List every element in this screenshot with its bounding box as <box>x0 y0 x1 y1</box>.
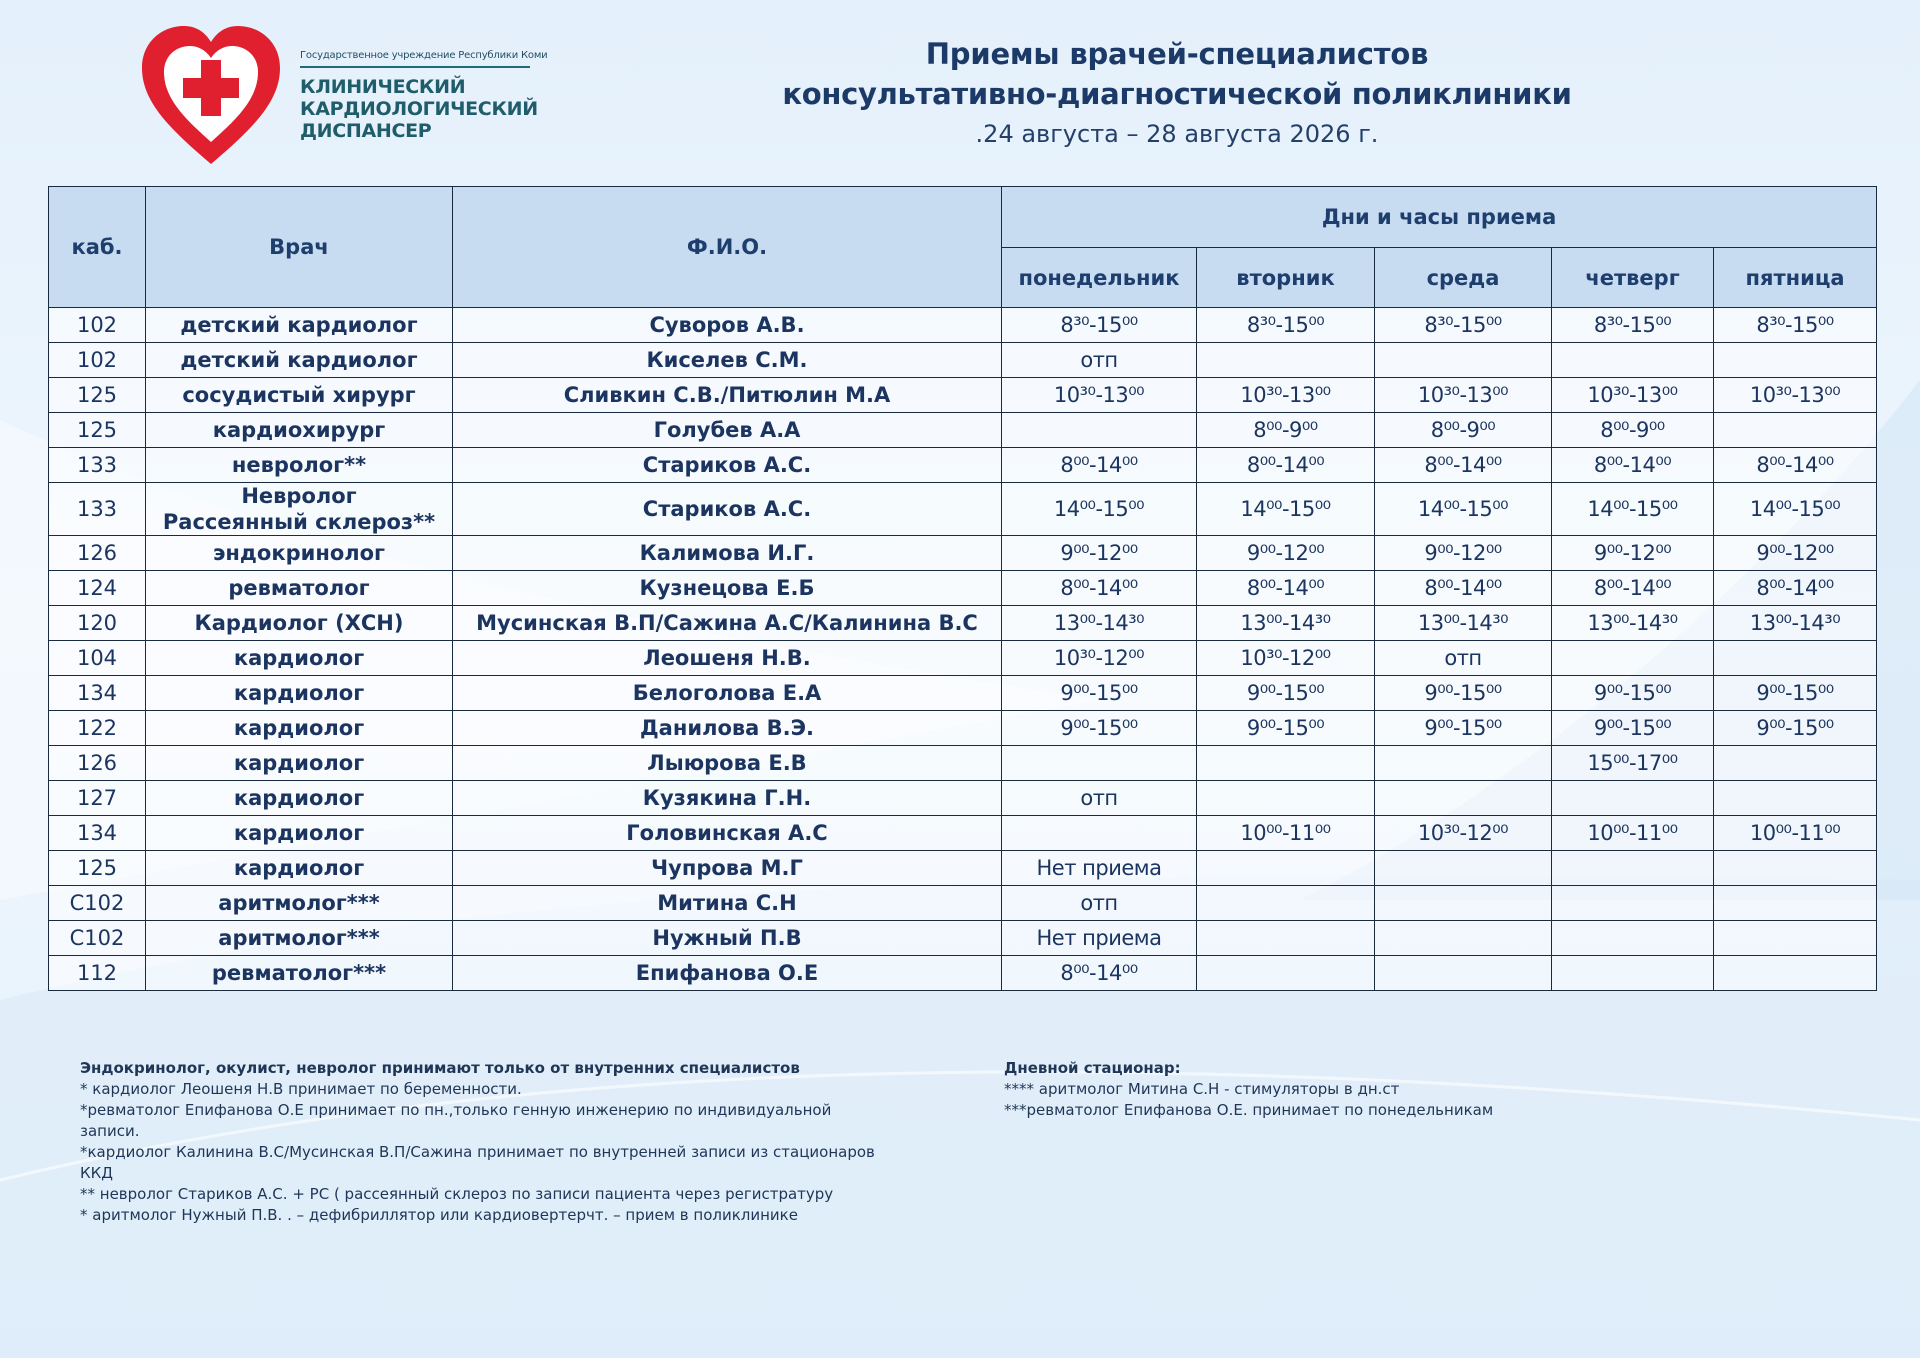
time-cell <box>1197 851 1375 886</box>
doctor-name-cell: Суворов А.В. <box>453 308 1002 343</box>
time-cell <box>1002 816 1197 851</box>
notes-right <box>1004 1058 1704 1121</box>
table-row <box>49 921 1877 956</box>
doctor-name-cell: Стариков А.С. <box>453 483 1002 536</box>
time-cell <box>1714 851 1877 886</box>
time-cell: 13⁰⁰-14³⁰ <box>1714 606 1877 641</box>
doctor-name-cell: Стариков А.С. <box>453 448 1002 483</box>
table-row <box>49 483 1877 536</box>
room-cell: 127 <box>49 781 146 816</box>
logo-org-name: КЛИНИЧЕСКИЙ КАРДИОЛОГИЧЕСКИЙ ДИСПАНСЕР <box>300 76 538 142</box>
doctor-name-cell: Сливкин С.В./Питюлин М.А <box>453 378 1002 413</box>
time-cell: 9⁰⁰-15⁰⁰ <box>1197 676 1375 711</box>
table-row <box>49 956 1877 991</box>
time-cell: 14⁰⁰-15⁰⁰ <box>1197 483 1375 536</box>
header-days-group: Дни и часы приема <box>1002 187 1877 248</box>
table-row <box>49 886 1877 921</box>
time-cell: 9⁰⁰-15⁰⁰ <box>1375 711 1552 746</box>
header-name: Ф.И.О. <box>453 187 1002 308</box>
time-cell <box>1714 956 1877 991</box>
time-cell <box>1714 921 1877 956</box>
room-cell: 133 <box>49 448 146 483</box>
doctor-name-cell: Нужный П.В <box>453 921 1002 956</box>
time-cell <box>1552 641 1714 676</box>
time-cell: 10⁰⁰-11⁰⁰ <box>1552 816 1714 851</box>
doctor-name-cell: Киселев С.М. <box>453 343 1002 378</box>
room-cell: С102 <box>49 921 146 956</box>
room-cell: 102 <box>49 308 146 343</box>
time-cell: 8³⁰-15⁰⁰ <box>1002 308 1197 343</box>
time-cell <box>1375 851 1552 886</box>
doctor-name-cell: Епифанова О.Е <box>453 956 1002 991</box>
time-cell: 10³⁰-12⁰⁰ <box>1197 641 1375 676</box>
time-cell: 10³⁰-13⁰⁰ <box>1552 378 1714 413</box>
time-cell <box>1197 746 1375 781</box>
title-line-2: консультативно-диагностической поликлиники <box>782 77 1572 111</box>
time-cell: 10⁰⁰-11⁰⁰ <box>1197 816 1375 851</box>
footnote: * кардиолог Леошеня Н.В принимает по беременности. <box>80 1080 522 1098</box>
doctor-name-cell: Чупрова М.Г <box>453 851 1002 886</box>
time-cell <box>1714 781 1877 816</box>
time-cell: 10³⁰-13⁰⁰ <box>1197 378 1375 413</box>
time-cell <box>1197 343 1375 378</box>
time-cell: 10³⁰-12⁰⁰ <box>1375 816 1552 851</box>
specialty-cell: ревматолог*** <box>146 956 453 991</box>
page-title <box>700 34 1654 152</box>
time-cell: 8³⁰-15⁰⁰ <box>1714 308 1877 343</box>
title-line-1: Приемы врачей-специалистов <box>925 37 1429 71</box>
time-cell: 9⁰⁰-12⁰⁰ <box>1375 536 1552 571</box>
table-row <box>49 308 1877 343</box>
time-cell: 8⁰⁰-9⁰⁰ <box>1552 413 1714 448</box>
room-cell: 125 <box>49 378 146 413</box>
logo-org-type: Государственное учреждение Республики Коми <box>300 50 530 68</box>
footnote: * аритмолог Нужный П.В. . – дефибриллятор или кардиовертерчт. – прием в поликлинике <box>80 1206 798 1224</box>
specialty-cell: Кардиолог (ХСН) <box>146 606 453 641</box>
time-cell: 14⁰⁰-15⁰⁰ <box>1552 483 1714 536</box>
header-day-friday: пятница <box>1714 248 1877 308</box>
doctor-name-cell: Митина С.Н <box>453 886 1002 921</box>
time-cell: 15⁰⁰-17⁰⁰ <box>1552 746 1714 781</box>
time-cell: 9⁰⁰-15⁰⁰ <box>1197 711 1375 746</box>
time-cell: 9⁰⁰-15⁰⁰ <box>1552 676 1714 711</box>
clinic-logo <box>140 24 548 174</box>
room-cell: С102 <box>49 886 146 921</box>
room-cell: 125 <box>49 851 146 886</box>
doctor-name-cell: Мусинская В.П/Сажина А.С/Калинина В.С <box>453 606 1002 641</box>
time-cell: 8⁰⁰-14⁰⁰ <box>1375 448 1552 483</box>
specialty-cell: невролог** <box>146 448 453 483</box>
time-cell: 8⁰⁰-14⁰⁰ <box>1002 448 1197 483</box>
time-cell <box>1714 746 1877 781</box>
specialty-cell: аритмолог*** <box>146 921 453 956</box>
time-cell <box>1552 781 1714 816</box>
time-cell <box>1552 886 1714 921</box>
time-cell: 8⁰⁰-9⁰⁰ <box>1375 413 1552 448</box>
time-cell: 10³⁰-12⁰⁰ <box>1002 641 1197 676</box>
header-specialty: Врач <box>146 187 453 308</box>
footnote: *ревматолог Епифанова О.Е принимает по пн.,только генную инженерию по индивидуальной записи. <box>80 1101 832 1140</box>
header-room: каб. <box>49 187 146 308</box>
table-row <box>49 536 1877 571</box>
room-cell: 125 <box>49 413 146 448</box>
doctor-name-cell: Лыюрова Е.В <box>453 746 1002 781</box>
specialty-cell: кардиолог <box>146 851 453 886</box>
room-cell: 120 <box>49 606 146 641</box>
table-row <box>49 378 1877 413</box>
time-cell <box>1197 886 1375 921</box>
footnote: *кардиолог Калинина В.С/Мусинская В.П/Сажина принимает по внутренней записи из стационаров ККД <box>80 1143 875 1182</box>
specialty-cell: кардиолог <box>146 641 453 676</box>
specialty-cell: кардиолог <box>146 676 453 711</box>
header-day-thursday: четверг <box>1552 248 1714 308</box>
time-cell: 13⁰⁰-14³⁰ <box>1552 606 1714 641</box>
time-cell <box>1197 956 1375 991</box>
time-cell: отп <box>1002 886 1197 921</box>
time-cell: Нет приема <box>1002 851 1197 886</box>
specialty-cell: эндокринолог <box>146 536 453 571</box>
specialty-cell: кардиолог <box>146 746 453 781</box>
time-cell: 8⁰⁰-14⁰⁰ <box>1375 571 1552 606</box>
footnote: Дневной стационар: <box>1004 1059 1181 1077</box>
specialty-cell: ревматолог <box>146 571 453 606</box>
specialty-cell: кардиолог <box>146 781 453 816</box>
time-cell: 10³⁰-13⁰⁰ <box>1375 378 1552 413</box>
time-cell: 9⁰⁰-12⁰⁰ <box>1714 536 1877 571</box>
doctor-name-cell: Леошеня Н.В. <box>453 641 1002 676</box>
time-cell <box>1714 343 1877 378</box>
room-cell: 112 <box>49 956 146 991</box>
time-cell: 8⁰⁰-14⁰⁰ <box>1714 448 1877 483</box>
doctor-name-cell: Кузнецова Е.Б <box>453 571 1002 606</box>
room-cell: 134 <box>49 676 146 711</box>
time-cell <box>1552 851 1714 886</box>
time-cell <box>1002 746 1197 781</box>
time-cell: 8⁰⁰-14⁰⁰ <box>1714 571 1877 606</box>
header-day-wednesday: среда <box>1375 248 1552 308</box>
notes-left <box>80 1058 890 1226</box>
room-cell: 122 <box>49 711 146 746</box>
table-row <box>49 781 1877 816</box>
time-cell: 10³⁰-13⁰⁰ <box>1714 378 1877 413</box>
header-day-tuesday: вторник <box>1197 248 1375 308</box>
time-cell: 14⁰⁰-15⁰⁰ <box>1002 483 1197 536</box>
time-cell <box>1552 921 1714 956</box>
time-cell: отп <box>1002 781 1197 816</box>
specialty-cell: детский кардиолог <box>146 343 453 378</box>
doctor-name-cell: Белоголова Е.А <box>453 676 1002 711</box>
time-cell: 10³⁰-13⁰⁰ <box>1002 378 1197 413</box>
schedule-body <box>49 308 1877 991</box>
footnote: **** аритмолог Митина С.Н - стимуляторы в дн.ст <box>1004 1080 1400 1098</box>
table-row <box>49 448 1877 483</box>
time-cell: 8³⁰-15⁰⁰ <box>1552 308 1714 343</box>
time-cell: 13⁰⁰-14³⁰ <box>1375 606 1552 641</box>
specialty-cell: детский кардиолог <box>146 308 453 343</box>
doctor-name-cell: Голубев А.А <box>453 413 1002 448</box>
table-row <box>49 676 1877 711</box>
specialty-cell: аритмолог*** <box>146 886 453 921</box>
time-cell <box>1375 746 1552 781</box>
time-cell: 8⁰⁰-14⁰⁰ <box>1552 448 1714 483</box>
specialty-cell: кардиолог <box>146 711 453 746</box>
time-cell <box>1714 413 1877 448</box>
time-cell: Нет приема <box>1002 921 1197 956</box>
time-cell <box>1375 921 1552 956</box>
time-cell: 13⁰⁰-14³⁰ <box>1197 606 1375 641</box>
heart-cross-icon <box>140 24 282 169</box>
table-row <box>49 816 1877 851</box>
time-cell: 8⁰⁰-14⁰⁰ <box>1552 571 1714 606</box>
doctor-name-cell: Головинская А.С <box>453 816 1002 851</box>
table-row <box>49 641 1877 676</box>
time-cell: 8⁰⁰-9⁰⁰ <box>1197 413 1375 448</box>
time-cell: 9⁰⁰-15⁰⁰ <box>1002 711 1197 746</box>
specialty-cell: Невролог Рассеянный склероз** <box>146 483 453 536</box>
doctor-name-cell: Данилова В.Э. <box>453 711 1002 746</box>
time-cell: 9⁰⁰-15⁰⁰ <box>1714 676 1877 711</box>
time-cell: 9⁰⁰-15⁰⁰ <box>1552 711 1714 746</box>
doctor-name-cell: Кузякина Г.Н. <box>453 781 1002 816</box>
schedule-table <box>48 186 1877 991</box>
table-row <box>49 343 1877 378</box>
time-cell: 8⁰⁰-14⁰⁰ <box>1197 448 1375 483</box>
time-cell: отп <box>1002 343 1197 378</box>
time-cell: 9⁰⁰-15⁰⁰ <box>1375 676 1552 711</box>
time-cell: 9⁰⁰-12⁰⁰ <box>1197 536 1375 571</box>
room-cell: 133 <box>49 483 146 536</box>
time-cell <box>1552 956 1714 991</box>
time-cell: 9⁰⁰-12⁰⁰ <box>1552 536 1714 571</box>
time-cell: 14⁰⁰-15⁰⁰ <box>1714 483 1877 536</box>
footnote: ** невролог Стариков А.С. + РС ( рассеянный склероз по записи пациента через регистратуру <box>80 1185 834 1203</box>
time-cell: отп <box>1375 641 1552 676</box>
room-cell: 104 <box>49 641 146 676</box>
table-row <box>49 413 1877 448</box>
specialty-cell: сосудистый хирург <box>146 378 453 413</box>
footnote: Эндокринолог, окулист, невролог принимают только от внутренних специалистов <box>80 1059 800 1077</box>
time-cell: 8⁰⁰-14⁰⁰ <box>1197 571 1375 606</box>
room-cell: 134 <box>49 816 146 851</box>
specialty-cell: кардиолог <box>146 816 453 851</box>
time-cell: 9⁰⁰-15⁰⁰ <box>1002 676 1197 711</box>
time-cell <box>1375 956 1552 991</box>
room-cell: 126 <box>49 746 146 781</box>
time-cell <box>1714 886 1877 921</box>
time-cell <box>1714 641 1877 676</box>
title-dates: .24 августа – 28 августа 2026 г. <box>975 120 1379 148</box>
specialty-cell: кардиохирург <box>146 413 453 448</box>
room-cell: 124 <box>49 571 146 606</box>
time-cell <box>1552 343 1714 378</box>
footnote: ***ревматолог Епифанова О.Е. принимает по понедельникам <box>1004 1101 1494 1119</box>
header-day-monday: понедельник <box>1002 248 1197 308</box>
table-row <box>49 606 1877 641</box>
time-cell: 8⁰⁰-14⁰⁰ <box>1002 956 1197 991</box>
time-cell: 8³⁰-15⁰⁰ <box>1375 308 1552 343</box>
time-cell <box>1002 413 1197 448</box>
doctor-name-cell: Калимова И.Г. <box>453 536 1002 571</box>
time-cell <box>1375 781 1552 816</box>
time-cell: 9⁰⁰-15⁰⁰ <box>1714 711 1877 746</box>
time-cell: 9⁰⁰-12⁰⁰ <box>1002 536 1197 571</box>
room-cell: 126 <box>49 536 146 571</box>
time-cell <box>1197 921 1375 956</box>
table-row <box>49 571 1877 606</box>
time-cell: 8³⁰-15⁰⁰ <box>1197 308 1375 343</box>
table-row <box>49 746 1877 781</box>
table-row <box>49 851 1877 886</box>
time-cell: 13⁰⁰-14³⁰ <box>1002 606 1197 641</box>
room-cell: 102 <box>49 343 146 378</box>
time-cell <box>1197 781 1375 816</box>
time-cell: 14⁰⁰-15⁰⁰ <box>1375 483 1552 536</box>
time-cell: 8⁰⁰-14⁰⁰ <box>1002 571 1197 606</box>
time-cell: 10⁰⁰-11⁰⁰ <box>1714 816 1877 851</box>
table-row <box>49 711 1877 746</box>
time-cell <box>1375 343 1552 378</box>
time-cell <box>1375 886 1552 921</box>
